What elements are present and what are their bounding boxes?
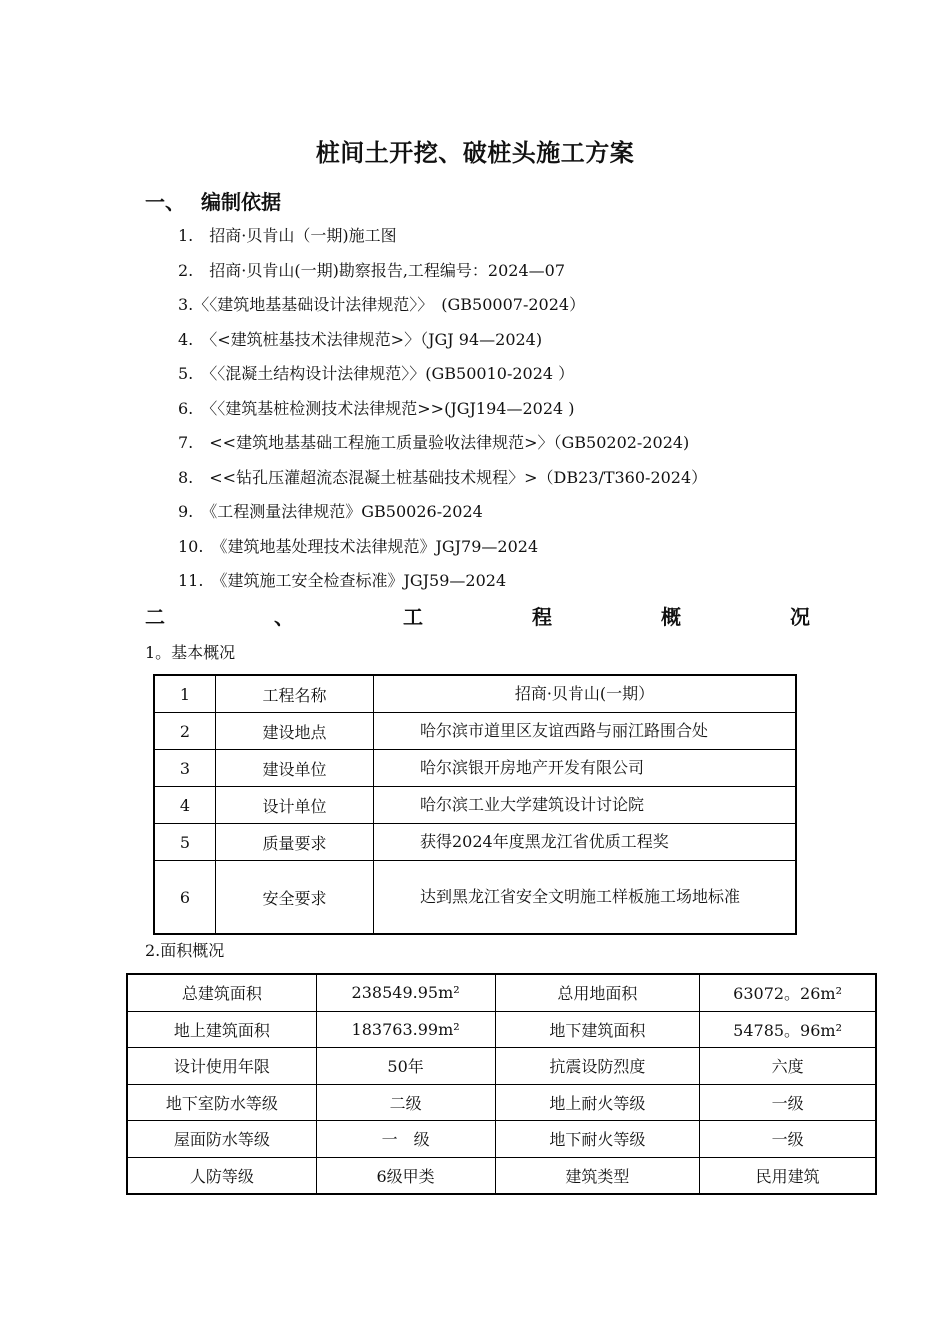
table-row xyxy=(154,750,796,787)
table-row xyxy=(154,787,796,824)
table-cell: 屋面防水等级 xyxy=(127,1121,316,1158)
row-value: 哈尔滨工业大学建筑设计讨论院 xyxy=(374,787,797,824)
row-value: 达到黑龙江省安全文明施工样板施工场地标准 xyxy=(374,861,797,935)
table-row xyxy=(154,675,796,713)
table-cell: 183763.99m² xyxy=(316,1011,495,1048)
basic-overview-title: 1。基本概况 xyxy=(145,643,236,662)
area-overview-table xyxy=(126,973,877,1195)
reference-list xyxy=(178,222,707,602)
table-row xyxy=(127,1048,876,1085)
table-cell: 人防等级 xyxy=(127,1157,316,1194)
table-cell: 总建筑面积 xyxy=(127,974,316,1011)
reference-item: 6. 〈〈建筑基桩检测技术法律规范>>(JGJ194—2024 ) xyxy=(178,398,575,418)
reference-item: 3.〈〈建筑地基基础设计法律规范〉〉 (GB50007-2024） xyxy=(178,295,586,314)
table-row xyxy=(127,1157,876,1194)
row-item: 设计单位 xyxy=(216,787,374,824)
document-title: 桩间土开挖、破桩头施工方案 xyxy=(315,139,635,167)
row-number: 2 xyxy=(154,713,216,750)
reference-item: 5. 〈〈混凝土结构设计法律规范〉〉(GB50010-2024 ） xyxy=(178,364,575,383)
heading-char: 、 xyxy=(274,604,294,629)
table-cell: 54785。96m² xyxy=(700,1011,876,1048)
row-item: 建设地点 xyxy=(216,713,374,750)
heading-char: 概 xyxy=(661,604,681,629)
table-row xyxy=(127,1121,876,1158)
row-value: 招商·贝肯山(一期） xyxy=(374,675,797,713)
row-value: 哈尔滨银开房地产开发有限公司 xyxy=(374,750,797,787)
table-cell: 一级 xyxy=(700,1121,876,1158)
table-cell: 一 级 xyxy=(316,1121,495,1158)
reference-item: 8. <<钻孔压灌超流态混凝土桩基础技术规程〉>（DB23/T360-2024） xyxy=(178,467,708,487)
table-row xyxy=(127,1084,876,1121)
reference-item: 1. 招商·贝肯山（一期)施工图 xyxy=(178,226,397,245)
table-cell: 总用地面积 xyxy=(495,974,700,1011)
heading-char: 二 xyxy=(145,604,165,629)
table-cell: 6级甲类 xyxy=(316,1157,495,1194)
basic-overview-table xyxy=(153,674,797,935)
reference-item: 7. <<建筑地基基础工程施工质量验收法律规范>〉（GB50202-2024) xyxy=(178,433,690,452)
table-row xyxy=(127,1011,876,1048)
section-number: 一、 xyxy=(145,190,185,214)
reference-item: 10. 《建筑地基处理技术法律规范》JGJ79—2024 xyxy=(178,536,539,556)
section-title: 编制依据 xyxy=(201,190,281,214)
row-item: 安全要求 xyxy=(216,861,374,935)
table-cell: 六度 xyxy=(700,1048,876,1085)
table-row xyxy=(154,824,796,861)
table-cell: 地上建筑面积 xyxy=(127,1011,316,1048)
reference-item: 11. 《建筑施工安全检查标准》JGJ59—2024 xyxy=(178,571,507,590)
table-cell: 设计使用年限 xyxy=(127,1048,316,1085)
table-cell: 地下室防水等级 xyxy=(127,1084,316,1121)
table-cell: 238549.95m² xyxy=(316,974,495,1011)
table-cell: 地上耐火等级 xyxy=(495,1084,700,1121)
row-item: 建设单位 xyxy=(216,750,374,787)
reference-item: 4. 〈<建筑桩基技术法律规范>〉（JGJ 94—2024) xyxy=(178,329,543,349)
heading-char: 工 xyxy=(403,604,423,629)
heading-char: 况 xyxy=(790,604,810,629)
table-cell: 地下耐火等级 xyxy=(495,1121,700,1158)
reference-item: 2. 招商·贝肯山(一期)勘察报告,工程编号：2024—07 xyxy=(178,260,566,280)
section-heading-overview xyxy=(145,600,810,630)
table-cell: 抗震设防烈度 xyxy=(495,1048,700,1085)
row-item: 工程名称 xyxy=(216,675,374,713)
heading-char: 程 xyxy=(532,604,552,629)
table-cell: 二级 xyxy=(316,1084,495,1121)
row-number: 1 xyxy=(154,675,216,713)
table-cell: 一级 xyxy=(700,1084,876,1121)
table-cell: 地下建筑面积 xyxy=(495,1011,700,1048)
row-item: 质量要求 xyxy=(216,824,374,861)
table-row xyxy=(154,713,796,750)
row-number: 3 xyxy=(154,750,216,787)
table-row xyxy=(154,861,796,935)
row-number: 6 xyxy=(154,861,216,935)
reference-item: 9. 《工程测量法律规范》GB50026-2024 xyxy=(178,502,483,521)
row-value: 哈尔滨市道里区友谊西路与丽江路围合处 xyxy=(374,713,797,750)
row-value: 获得2024年度黑龙江省优质工程奖 xyxy=(374,824,797,861)
table-row xyxy=(127,974,876,1011)
table-cell: 民用建筑 xyxy=(700,1157,876,1194)
table-cell: 50年 xyxy=(316,1048,495,1085)
row-number: 5 xyxy=(154,824,216,861)
area-overview-title: 2.面积概况 xyxy=(145,941,225,960)
table-cell: 建筑类型 xyxy=(495,1157,700,1194)
table-cell: 63072。26m² xyxy=(700,974,876,1011)
row-number: 4 xyxy=(154,787,216,824)
section-heading-basis xyxy=(145,186,281,215)
